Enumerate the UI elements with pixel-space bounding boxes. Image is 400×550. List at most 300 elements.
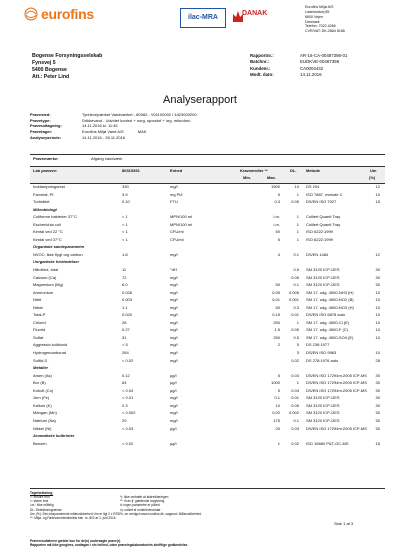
disclaimer-line: Prøveresultaterne gælder kun for de(n) undersøgte prøve(r). — [30, 539, 122, 543]
parameter-name: Coliforme bakterier 37°C — [33, 214, 77, 220]
method: SM 17. udg. 4500-NO2 (B) — [306, 297, 354, 303]
unit: µg/l — [170, 440, 177, 446]
method: SM 3120 ICP-OES — [306, 274, 340, 280]
accreditation-logos — [180, 8, 272, 28]
legend-item: #: ingen parametre er påvist — [120, 503, 160, 508]
requirement-max: 250 — [273, 334, 280, 340]
method: DS 204 — [306, 184, 320, 189]
header-min: Min. — [243, 175, 251, 180]
detection-limit: 0.5 — [293, 267, 299, 273]
table-row — [30, 237, 385, 245]
address-line: Fynsvej 5 — [32, 60, 56, 67]
method: SM 17. udg. 4500-NH3 (H) — [306, 289, 354, 295]
legend-item: i.m.: ikke målelig — [30, 503, 54, 508]
table-row — [30, 320, 385, 328]
unit: mg/l — [170, 297, 178, 303]
result-value: < 0.002 — [122, 410, 136, 416]
table-row — [30, 342, 385, 350]
method: DS 236:1977 — [306, 342, 330, 348]
result-value: 2.3 — [122, 402, 128, 408]
method: Colilert Quanti Tray — [306, 214, 341, 220]
detection-limit: 10 — [294, 184, 299, 189]
result-value: < 0.02 — [122, 440, 134, 446]
uncertainty: 30 — [375, 387, 380, 393]
requirement-max: 0.05 — [272, 289, 280, 295]
uncertainty: 30 — [375, 402, 380, 408]
unit: µg/l — [170, 380, 177, 386]
unit: mg/l — [170, 184, 178, 189]
method: SM 3120 ICP-OES — [306, 417, 340, 423]
info-label: Prøvested: — [30, 112, 51, 117]
uncertainty: 30 — [375, 274, 380, 280]
parameter-name: Total-P — [33, 312, 46, 318]
company-line: 6600 Vejen — [305, 14, 323, 19]
parameter-name: Jern (Fe) — [33, 395, 50, 401]
table-row — [30, 426, 385, 434]
table-row — [30, 403, 385, 411]
result-value: 0.10 — [122, 199, 130, 205]
method: DS/EN ISO 17294m:2005 ICP-MS — [306, 387, 367, 393]
table-row — [30, 441, 385, 449]
unit: mg/l — [170, 417, 178, 423]
detection-limit: 1 — [296, 236, 299, 242]
requirement-max: i.m. — [273, 221, 280, 227]
legend-note: **: Miljø- og Fødevareministeriets bek. nr. 802 af 1. juni 2016 — [30, 515, 116, 520]
result-value: < 1 — [122, 229, 128, 235]
result-value: 0.12 — [122, 372, 130, 378]
method: SM 3120 ICP-OES — [306, 267, 340, 273]
divider — [30, 488, 385, 489]
result-value: 1.8 — [122, 251, 128, 257]
parameter-name: Aggressiv kuldioxid — [33, 342, 68, 348]
result-value: 11 — [122, 267, 127, 273]
sample-mark — [33, 157, 122, 162]
method: SM 3120 ICP-OES — [306, 402, 340, 408]
detection-limit: 1 — [296, 221, 299, 227]
legend-item: >: større end — [30, 499, 49, 504]
report-meta — [250, 53, 347, 79]
table-row — [30, 373, 385, 381]
uncertainty: 30 — [375, 417, 380, 423]
table-row — [30, 410, 385, 418]
requirement-max: 20 — [275, 425, 280, 431]
result-value: < 0.01 — [122, 395, 134, 401]
method: DS/EN 1484 — [306, 251, 329, 257]
uncertainty: 10 — [375, 319, 380, 325]
address-line: 5400 Bogense — [32, 67, 67, 74]
disclaimer — [30, 540, 385, 547]
parameter-name: Farvetal, Pt — [33, 191, 54, 197]
method: DS/EN ISO 17294m:2005 ICP-MS — [306, 380, 367, 386]
result-value: < 0.04 — [122, 387, 134, 393]
uncertainty: 30 — [375, 425, 380, 431]
requirement-max: i.m. — [273, 214, 280, 220]
unit: µg/l — [170, 372, 177, 378]
uncertainty: 15 — [375, 199, 380, 205]
detection-limit: 0.02 — [291, 357, 299, 363]
result-value: 0.020 — [122, 312, 133, 318]
info-value: Drikkevand - Udvidet kontrol + uorg. sporstof + org. mikroforu — [82, 117, 191, 123]
table-row — [30, 327, 385, 335]
divider — [30, 154, 385, 155]
detection-limit: 5 — [296, 342, 299, 348]
sampler-initials: MAK — [137, 129, 147, 135]
legend-item: x): udført af underleverandør — [120, 507, 161, 512]
table-row — [30, 229, 385, 237]
table-row — [30, 350, 385, 358]
result-value: 330 — [122, 184, 129, 189]
parameter-name: Sulfat — [33, 334, 44, 340]
unit: µg/l — [170, 425, 177, 431]
unit: mg/l — [170, 350, 178, 356]
parameter-name: Hårdhed, total — [33, 267, 59, 273]
info-label: Prøvetype: — [30, 117, 51, 123]
detection-limit: 0.5 — [293, 334, 299, 340]
danak-logo — [232, 8, 272, 28]
header-max: Max. — [267, 175, 276, 180]
requirement-max: 0.3 — [274, 199, 280, 205]
parameter-name: Mangan (Mn) — [33, 410, 57, 416]
uncertainty: 30 — [375, 380, 380, 386]
result-value: 1.1 — [122, 304, 128, 310]
unit: °dH — [170, 267, 177, 273]
parameter-name: Hydrogencarbonat — [33, 350, 66, 356]
parameter-name: NVOC, ikke flygt org carbon — [33, 251, 83, 257]
uncertainty: 10 — [375, 327, 380, 333]
result-value: 264 — [122, 350, 129, 356]
unit: mg/l — [170, 402, 178, 408]
result-value: < 1 — [122, 214, 128, 220]
method: SM 17. udg. 4500-SO4 (E) — [306, 334, 354, 340]
header-lab-no: 80315391 — [122, 168, 140, 173]
unit: mg/l — [170, 274, 178, 280]
uncertainty: 12 — [375, 251, 380, 257]
table-row — [30, 184, 385, 192]
parameter-name: Magnesium (Mg) — [33, 282, 64, 288]
disclaimer-line: Rapporten må ikke gengives, undtagen i sin helhed, uden prøvningslaboratoriets skriftlige godkendelse. — [30, 542, 189, 547]
brand-name: eurofins — [41, 6, 94, 22]
table-row — [30, 282, 385, 290]
method: SM 3120 ICP-OES — [306, 282, 340, 288]
method: DS/EN ISO 6878 auto — [306, 312, 346, 318]
method: DS/EN ISO 7027 — [306, 199, 337, 205]
legend-block — [30, 491, 385, 520]
parameter-name: Arsen (As) — [33, 372, 52, 378]
result-value: 72 — [122, 274, 127, 280]
uncertainty: 30 — [375, 395, 380, 401]
uncertainty: 10 — [375, 312, 380, 318]
uncertainty: 30 — [375, 267, 380, 273]
result-value: 0.27 — [122, 327, 130, 333]
sample-info — [30, 112, 282, 140]
header-um: Um — [370, 168, 377, 173]
detection-limit: 0.02 — [291, 440, 299, 446]
requirement-max: 5 — [277, 372, 280, 378]
table-row — [30, 418, 385, 426]
info-label: Prøveudtagning: — [30, 123, 62, 129]
requirement-max: 5 — [277, 191, 280, 197]
requirement-max: 5 — [277, 236, 280, 242]
unit: mg/l — [170, 327, 178, 333]
parameter-name: Kalium (K) — [33, 402, 52, 408]
requirement-max: 4 — [277, 251, 280, 257]
result-value: 28 — [122, 319, 127, 325]
detection-limit: 0.05 — [291, 274, 299, 280]
meta-value: 14.11.2016 — [300, 72, 322, 78]
unit: MPN/100 ml — [170, 214, 193, 220]
unit: mg/l — [170, 319, 178, 325]
parameter-name: Kimtal ved 22 °C — [33, 229, 63, 235]
unit: mg/l — [170, 334, 178, 340]
company-line: Eurofins Miljø A/S — [305, 5, 334, 9]
section-title: Mikrobiologi — [33, 206, 57, 212]
method: SM 17. udg. 4500-F (C) — [306, 327, 349, 333]
result-value: 29 — [122, 417, 127, 423]
unit: mg/l — [170, 342, 178, 348]
result-value: 3.9 — [122, 191, 128, 197]
method: SM 17. udg. 4500-Cl (E) — [306, 319, 350, 325]
legend-item: DL: Detektionsgrænse — [30, 507, 62, 512]
table-row — [30, 252, 385, 260]
result-value: 6.0 — [122, 282, 128, 288]
method: ISO 15680 P&T-GC-MS — [306, 440, 349, 446]
parameter-name: Nitrit — [33, 297, 42, 303]
table-section-heading — [30, 365, 385, 373]
uncertainty: 10 — [375, 191, 380, 197]
table-header — [30, 166, 385, 184]
requirement-max: 175 — [273, 417, 280, 423]
result-value: < 0.02 — [122, 357, 134, 363]
detection-limit: 1 — [296, 229, 299, 235]
table-row — [30, 335, 385, 343]
parameter-name: Chlorid — [33, 319, 46, 325]
table-row — [30, 395, 385, 403]
uncertainty: 30 — [375, 282, 380, 288]
table-row — [30, 275, 385, 283]
unit: mg/l — [170, 304, 178, 310]
detection-limit: 0.1 — [293, 282, 299, 288]
table-row — [30, 297, 385, 305]
table-row — [30, 267, 385, 275]
method: ISO 6222:1999 — [306, 236, 333, 242]
uncertainty: 28 — [375, 357, 380, 363]
table-row — [30, 380, 385, 388]
header-method: Metode — [306, 168, 320, 173]
detection-limit: 0.1 — [293, 251, 299, 257]
table-section-heading — [30, 244, 385, 252]
requirement-max: 1 — [277, 440, 280, 446]
section-title: Uorganiske forbindelser — [33, 259, 80, 265]
detection-limit: 0.03 — [291, 425, 299, 431]
result-value: < 0.03 — [122, 425, 134, 431]
parameter-name: Nikkel (Ni) — [33, 425, 52, 431]
table-row — [30, 290, 385, 298]
detection-limit: 0.01 — [291, 395, 299, 401]
method: SM 3120 ICP-OES — [306, 395, 340, 401]
legend-grid — [30, 495, 385, 512]
meta-value: AR-16-CA-00487398-01 — [300, 53, 348, 58]
eurofins-logo — [24, 6, 94, 22]
detection-limit: 0.1 — [293, 417, 299, 423]
company-line: CVR/VAT: DK-2884 8186 — [305, 29, 345, 34]
table-section-heading — [30, 259, 385, 267]
legend-item: **: Krav jf. gældende lovgivning — [120, 499, 165, 504]
uncertainty: 10 — [375, 297, 380, 303]
method: SM 3120 ICP-OES — [306, 410, 340, 416]
detection-limit: 0.001 — [288, 297, 299, 303]
detection-limit: 3 — [296, 350, 299, 356]
table-row — [30, 358, 385, 366]
detection-limit: 0.05 — [291, 199, 299, 205]
unit: mg/l — [170, 395, 178, 401]
requirement-max: 1500 — [271, 184, 280, 189]
requirement-max: 0.01 — [272, 297, 280, 303]
unit: CFU/ml — [170, 229, 184, 235]
unit: MPN/100 ml — [170, 221, 193, 227]
table-row — [30, 192, 385, 200]
uncertainty: 12 — [375, 184, 380, 189]
detection-limit: 0.05 — [291, 402, 299, 408]
legend-title: Tegnforklaring: — [30, 491, 54, 495]
info-value: 14.11.2016 - 28.11.2016 — [82, 134, 125, 140]
table-row — [30, 312, 385, 320]
method: DS/EN ISO 17294m:2005 ICP-MS — [306, 425, 367, 431]
detection-limit: 1 — [296, 319, 299, 325]
header-unit: Enhed — [170, 168, 183, 173]
parameter-name: Escherichia coli — [33, 221, 61, 227]
result-value: 31 — [122, 334, 127, 340]
legend-note: Um (%): Den ekspanderede måleusikkerhed Um er ligt 2 x RSD%, se venligst www.eurofins.dk, sagsord: Måleusikkerhed. — [30, 511, 202, 516]
requirement-max: 2 — [277, 342, 280, 348]
detection-limit: 0.03 — [291, 372, 299, 378]
header-lab-no-label: Lab prøvenr: — [33, 168, 58, 173]
meta-label: Kundenr.: — [250, 65, 271, 71]
detection-limit: 0.002 — [288, 410, 299, 416]
requirement-max: 50 — [275, 304, 280, 310]
eurofins-mark-icon — [24, 7, 38, 21]
address-line: Att.: Peter Lind — [32, 74, 70, 81]
report-title: Analyserapport — [163, 94, 237, 106]
sample-mark-label: Prøvemærke: — [33, 156, 59, 161]
header-um-unit: (%) — [369, 175, 376, 180]
unit: mg Pt/l — [170, 191, 183, 197]
method: SM 17. udg. 4500-NO3 (H) — [306, 304, 354, 310]
requirement-max: 50 — [275, 229, 280, 235]
legend-item: *): ikke omfattet af akkrediteringen — [120, 495, 169, 500]
meta-label: Batchnr.: — [250, 59, 270, 65]
info-row — [30, 135, 282, 141]
table-section-heading — [30, 433, 385, 441]
requirement-max: 0.15 — [272, 312, 280, 318]
uncertainty: 30 — [375, 372, 380, 378]
ilac-mra-logo: ilac-MRA — [180, 8, 226, 28]
unit: mg/l — [170, 357, 178, 363]
detection-limit: 0.05 — [291, 327, 299, 333]
requirement-max: 0.02 — [272, 410, 280, 416]
result-value: < 1 — [122, 236, 128, 242]
company-line: Ladelundvej 85 — [305, 9, 330, 14]
parameter-name: Calcium (Ca) — [33, 274, 57, 280]
danak-label: DANAK — [242, 10, 268, 17]
info-value: Eurofins Miljø Vand A/S — [82, 129, 124, 135]
info-value: 14.11.2016 kl. 11:45 — [82, 123, 118, 129]
unit: mg/l — [170, 312, 178, 318]
unit: mg/l — [170, 251, 178, 257]
result-value: < 5 — [122, 342, 128, 348]
info-label: Analyseperiode: — [30, 134, 62, 140]
table-row — [30, 305, 385, 313]
parameter-name: Natrium (Na) — [33, 417, 56, 423]
lab-address-block — [305, 5, 395, 34]
table-row — [30, 214, 385, 222]
parameter-name: Fluorid — [33, 327, 46, 333]
company-line: Telefon: 7022 4266 — [305, 24, 336, 29]
method: DS/EN ISO 17294m:2005 ICP-MS — [306, 372, 367, 378]
company-line: Danmark — [305, 19, 320, 24]
meta-row — [250, 72, 347, 78]
detection-limit: 1 — [296, 214, 299, 220]
parameter-name: Kimtal ved 37°C — [33, 236, 62, 242]
unit: FTU — [170, 199, 178, 205]
requirement-max: 10 — [275, 402, 280, 408]
unit: µg/l — [170, 387, 177, 393]
table-row — [30, 199, 385, 207]
result-value: 0.028 — [122, 289, 133, 295]
detection-limit: 1 — [296, 380, 299, 386]
method: ISO 7887, metode C — [306, 191, 343, 197]
parameter-name: Ammonium — [33, 289, 54, 295]
sample-mark-value: Afgang vandværk — [91, 156, 123, 161]
header-dl: DL. — [290, 168, 297, 173]
requirement-max: 0.1 — [274, 395, 280, 401]
uncertainty: 10 — [375, 350, 380, 356]
parameter-name: Bor (B) — [33, 380, 46, 386]
results-table — [30, 184, 385, 448]
parameter-name: Turbiditet — [33, 199, 50, 205]
parameter-name: Benzen — [33, 440, 47, 446]
meta-label: Modt. dato: — [250, 72, 274, 78]
parameter-name: Inddampningsrest — [33, 184, 65, 189]
uncertainty: 10 — [375, 304, 380, 310]
unit: mg/l — [170, 410, 178, 416]
uncertainty: 15 — [375, 440, 380, 446]
method: DS 278:1976 auto — [306, 357, 339, 363]
method: ISO 6222:1999 — [306, 229, 333, 235]
table-row — [30, 388, 385, 396]
unit: mg/l — [170, 289, 178, 295]
info-label: Prøvetager: — [30, 129, 53, 135]
uncertainty: 10 — [375, 334, 380, 340]
uncertainty: 30 — [375, 410, 380, 416]
requirement-max: 1000 — [271, 380, 280, 386]
parameter-name: Nitrat — [33, 304, 43, 310]
address-line: Bogense Forsyningsselskab — [32, 53, 103, 59]
detection-limit: 0.04 — [291, 387, 299, 393]
meta-value: CA0004432 — [300, 65, 324, 71]
parameter-name: Sulfid-S — [33, 357, 48, 363]
page-indicator: Side 1 af 3 — [334, 521, 354, 526]
result-value: < 1 — [122, 221, 128, 227]
detection-limit: 0.01 — [291, 312, 299, 318]
method: Colilert Quanti Tray — [306, 221, 341, 227]
detection-limit: 0.005 — [288, 289, 299, 295]
section-title: Organiske samleparametre — [33, 244, 85, 250]
section-title: Aromatiske kulbrinter — [33, 433, 75, 439]
result-value: 64 — [122, 380, 127, 386]
unit: mg/l — [170, 282, 178, 288]
section-title: Metaller — [33, 365, 49, 371]
uncertainty: 10 — [375, 289, 380, 295]
